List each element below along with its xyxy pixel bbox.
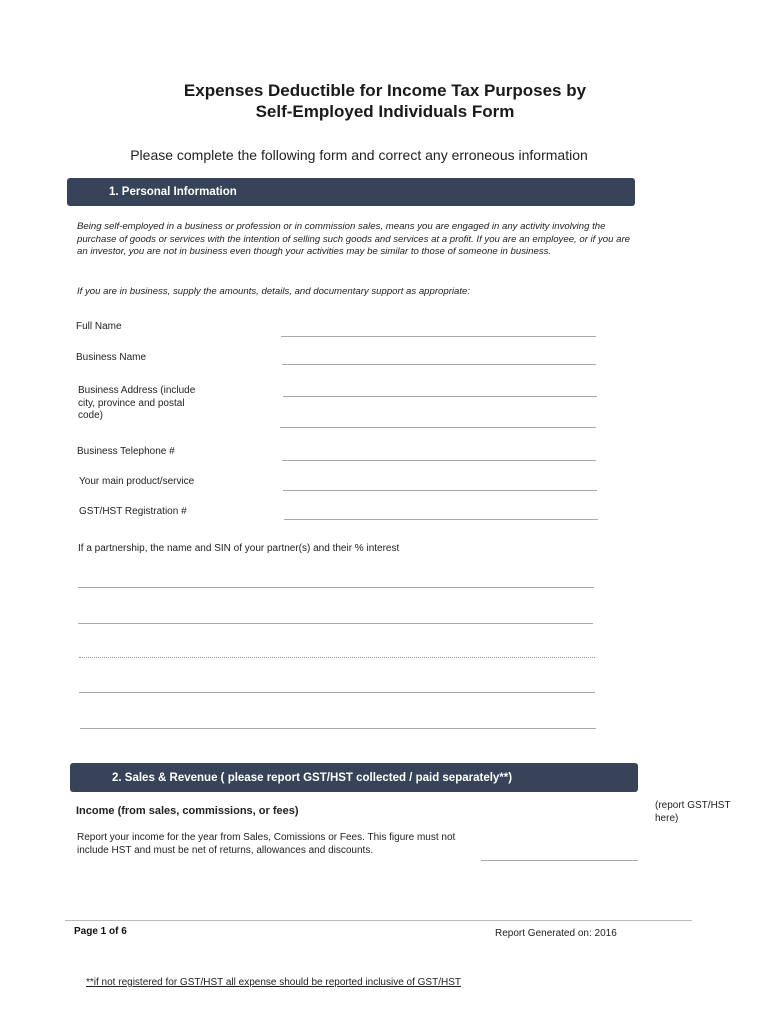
business-address-field-1[interactable] bbox=[283, 396, 597, 397]
business-name-field[interactable] bbox=[282, 364, 596, 365]
full-name-label: Full Name bbox=[76, 321, 122, 332]
telephone-field[interactable] bbox=[282, 460, 596, 461]
business-name-label: Business Name bbox=[76, 352, 147, 363]
partnership-field-1[interactable] bbox=[78, 587, 594, 588]
page-title bbox=[0, 80, 770, 122]
business-address-field-2[interactable] bbox=[280, 427, 596, 428]
gst-field[interactable] bbox=[284, 519, 598, 520]
income-heading: Income (from sales, commissions, or fees) bbox=[76, 805, 299, 817]
title-line-1: Expenses Deductible for Income Tax Purposes by bbox=[183, 81, 587, 100]
partnership-field-4[interactable] bbox=[79, 692, 595, 693]
product-label: Your main product/service bbox=[79, 476, 195, 487]
section-1-instruction: If you are in business, supply the amounts, details, and documentary support as appropriate: bbox=[77, 286, 471, 297]
title-line-2: Self-Employed Individuals Form bbox=[255, 102, 515, 121]
partnership-field-5[interactable] bbox=[80, 728, 596, 729]
subtitle: Please complete the following form and correct any erroneous information bbox=[130, 147, 588, 163]
income-field[interactable] bbox=[481, 860, 638, 861]
product-field[interactable] bbox=[283, 490, 597, 491]
page-number: Page 1 of 6 bbox=[74, 926, 127, 937]
partnership-field-2[interactable] bbox=[78, 623, 593, 624]
partnership-label: If a partnership, the name and SIN of your partner(s) and their % interest bbox=[78, 543, 400, 554]
business-address-label: Business Address (include city, province and postal code) bbox=[78, 385, 196, 421]
income-note: (report GST/HST here) bbox=[655, 800, 731, 824]
report-generated: Report Generated on: 2016 bbox=[495, 928, 617, 939]
gst-label: GST/HST Registration # bbox=[79, 506, 187, 517]
income-description: Report your income for the year from Sales, Comissions or Fees. This figure must not include HST and must be net of returns, allowances and discounts. bbox=[77, 832, 456, 856]
footnote: **if not registered for GST/HST all expense should be reported inclusive of GST/HST bbox=[86, 977, 461, 988]
telephone-label: Business Telephone # bbox=[77, 446, 175, 457]
full-name-field[interactable] bbox=[281, 336, 596, 337]
footer-divider bbox=[65, 920, 692, 921]
section-1-header: 1. Personal Information bbox=[67, 178, 635, 206]
section-2-header: 2. Sales & Revenue ( please report GST/HST collected / paid separately**) bbox=[70, 763, 638, 792]
section-1-intro: Being self-employed in a business or profession or in commission sales, means you are engaged in any activity involving the purchase of goods or services with the intention of selling such goods and services at a profit. If you are an employee, or if you are an investor, you are not in business even though your activities may be similar to those of someone in business. bbox=[77, 221, 631, 257]
partnership-field-3[interactable] bbox=[79, 657, 595, 658]
